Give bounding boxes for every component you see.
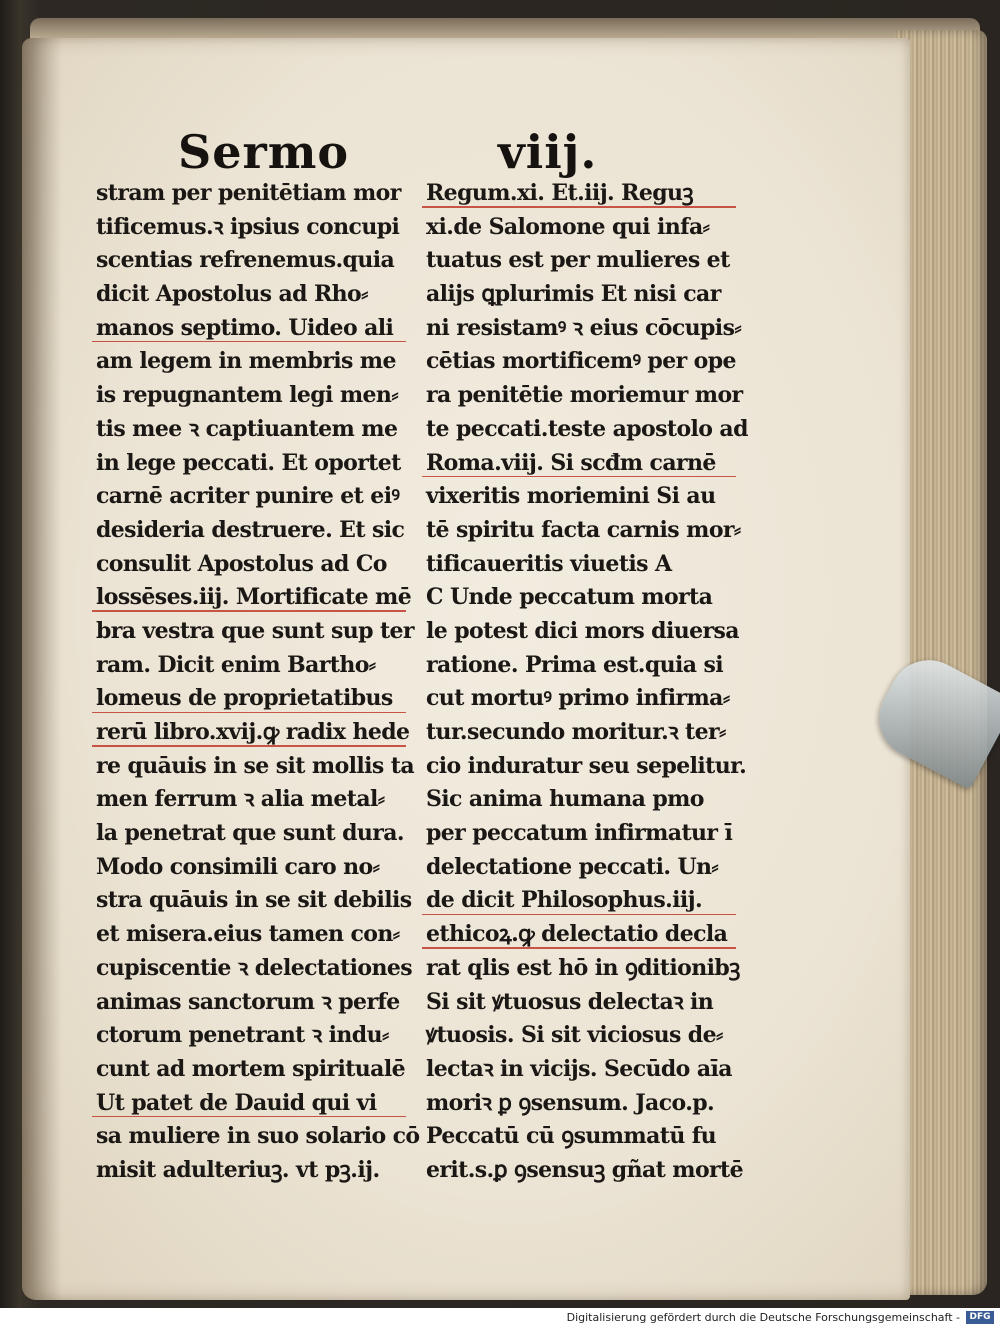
text-line: is repugnantem legi men⸗ bbox=[96, 382, 399, 409]
text-line: Roma.viij. Si scđm carnē bbox=[426, 447, 726, 481]
text-line: Peccatū cū ꝯsummatū fu bbox=[426, 1123, 717, 1150]
text-line: scentias refrenemus.quia bbox=[96, 247, 395, 274]
text-line: re quāuis in se sit mollis ta bbox=[96, 752, 414, 779]
text-line: moriꝛ ꝑ ꝯsensum. Jaco.p. bbox=[426, 1089, 715, 1116]
text-line: delectatione peccati. Un⸗ bbox=[426, 853, 719, 880]
text-line: te peccati.teste apostolo ad bbox=[426, 415, 748, 442]
dfg-logo: DFG bbox=[966, 1311, 994, 1324]
text-line: ram. Dicit enim Bartho⸗ bbox=[96, 651, 376, 678]
text-line: et misera.eius tamen con⸗ bbox=[96, 921, 400, 948]
text-line: xi.de Salomone qui infa⸗ bbox=[426, 213, 710, 240]
running-head-left: Sermo bbox=[178, 125, 350, 179]
text-line: Si sit ꝟtuosus delectaꝛ in bbox=[426, 988, 714, 1015]
text-line: sa muliere in suo solario cō bbox=[96, 1123, 420, 1150]
text-line: Regum.xi. Et.iij. Reguꝫ bbox=[426, 177, 726, 211]
text-line: ctorum penetrant ꝛ indu⸗ bbox=[96, 1022, 389, 1049]
text-line: ratione. Prima est.quia si bbox=[426, 651, 724, 678]
funding-credit: Digitalisierung gefördert durch die Deutsche Forschungsgemeinschaft - bbox=[566, 1311, 960, 1324]
text-line: de dicit Philosophus.iij. bbox=[426, 884, 726, 918]
text-line: consulit Apostolus ad Co bbox=[96, 550, 387, 577]
text-line: cupiscentie ꝛ delectationes bbox=[96, 954, 413, 981]
text-line: stra quāuis in se sit debilis bbox=[96, 887, 412, 914]
text-line: aliјs ꝗplurimis Et nisi car bbox=[426, 281, 721, 308]
text-line: tificemus.ꝛ ipsius concupi bbox=[96, 213, 400, 240]
text-line: rat qlis est hō in ꝯditionibꝫ bbox=[426, 954, 740, 981]
text-line: Sic anima humana pmo bbox=[426, 786, 704, 813]
text-line: tificaueritis viuetis A bbox=[426, 550, 672, 577]
text-column-left bbox=[96, 177, 420, 1188]
text-line: cunt ad mortem spiritualē bbox=[96, 1055, 405, 1082]
text-line: le potest dici mors diuersa bbox=[426, 617, 739, 644]
text-line: men ferrum ꝛ alia metal⸗ bbox=[96, 786, 385, 813]
text-line: manos septimo. Uideo ali bbox=[96, 312, 396, 346]
text-line: lomeus de proprietatibus bbox=[96, 682, 396, 716]
text-line: cio induratur seu sepelitur. bbox=[426, 752, 747, 779]
text-line: Modo consimili caro no⸗ bbox=[96, 853, 380, 880]
text-line: tē spiritu facta carnis mor⸗ bbox=[426, 516, 741, 543]
text-line: ni resistamꝰ ꝛ eius cōcupis⸗ bbox=[426, 314, 742, 341]
text-line: in lege peccati. Et oportet bbox=[96, 449, 401, 476]
text-line: animas sanctorum ꝛ perfe bbox=[96, 988, 400, 1015]
text-line: per peccatum infirmatur ī bbox=[426, 820, 733, 847]
text-line: stram per penitētiam mor bbox=[96, 180, 401, 206]
text-line: ꝟtuosis. Si sit viciosus de⸗ bbox=[426, 1022, 723, 1049]
text-line: vixeritis moriemini Si au bbox=[426, 483, 716, 510]
text-line: dicit Apostolus ad Rho⸗ bbox=[96, 281, 368, 308]
text-line: erit.s.ꝑ ꝯsensuꝫ gñat mortē bbox=[426, 1156, 743, 1183]
footer-bar bbox=[0, 1308, 1000, 1327]
text-line: cētias mortificemꝰ per ope bbox=[426, 348, 736, 375]
text-line: lectaꝛ in viciјs. Secūdo aīa bbox=[426, 1055, 732, 1082]
text-line: la penetrat que sunt dura. bbox=[96, 820, 404, 847]
text-line: C Unde peccatum morta bbox=[426, 584, 713, 611]
text-column-right bbox=[426, 177, 748, 1188]
text-line: tur.secundo moritur.ꝛ ter⸗ bbox=[426, 719, 726, 745]
text-line: ethicoꝝ.ꝙ delectatio decla bbox=[426, 918, 726, 952]
text-line: desideria destruere. Et sic bbox=[96, 516, 405, 543]
text-line: cut mortuꝰ primo infirma⸗ bbox=[426, 685, 730, 712]
text-line: tis mee ꝛ captiuantem me bbox=[96, 415, 398, 442]
text-line: rerū libro.xvij.ꝙ radix hede bbox=[96, 716, 396, 750]
text-line: Ut patet de Dauid qui vi bbox=[96, 1087, 396, 1121]
text-line: lossēses.iij. Mortificate mē bbox=[96, 581, 396, 615]
text-line: bra vestra que sunt sup ter bbox=[96, 617, 414, 644]
text-line: carnē acriter punire et eiꝰ bbox=[96, 483, 400, 510]
text-line: tuatus est per mulieres et bbox=[426, 247, 730, 274]
gutter-shadow bbox=[22, 38, 62, 1300]
text-line: am legem in membris me bbox=[96, 348, 396, 375]
running-head-right: viij. bbox=[498, 125, 598, 179]
text-line: misit adulteriuꝫ. vt pꝫ.ij. bbox=[96, 1156, 380, 1183]
text-line: ra penitētie moriemur mor bbox=[426, 382, 743, 409]
